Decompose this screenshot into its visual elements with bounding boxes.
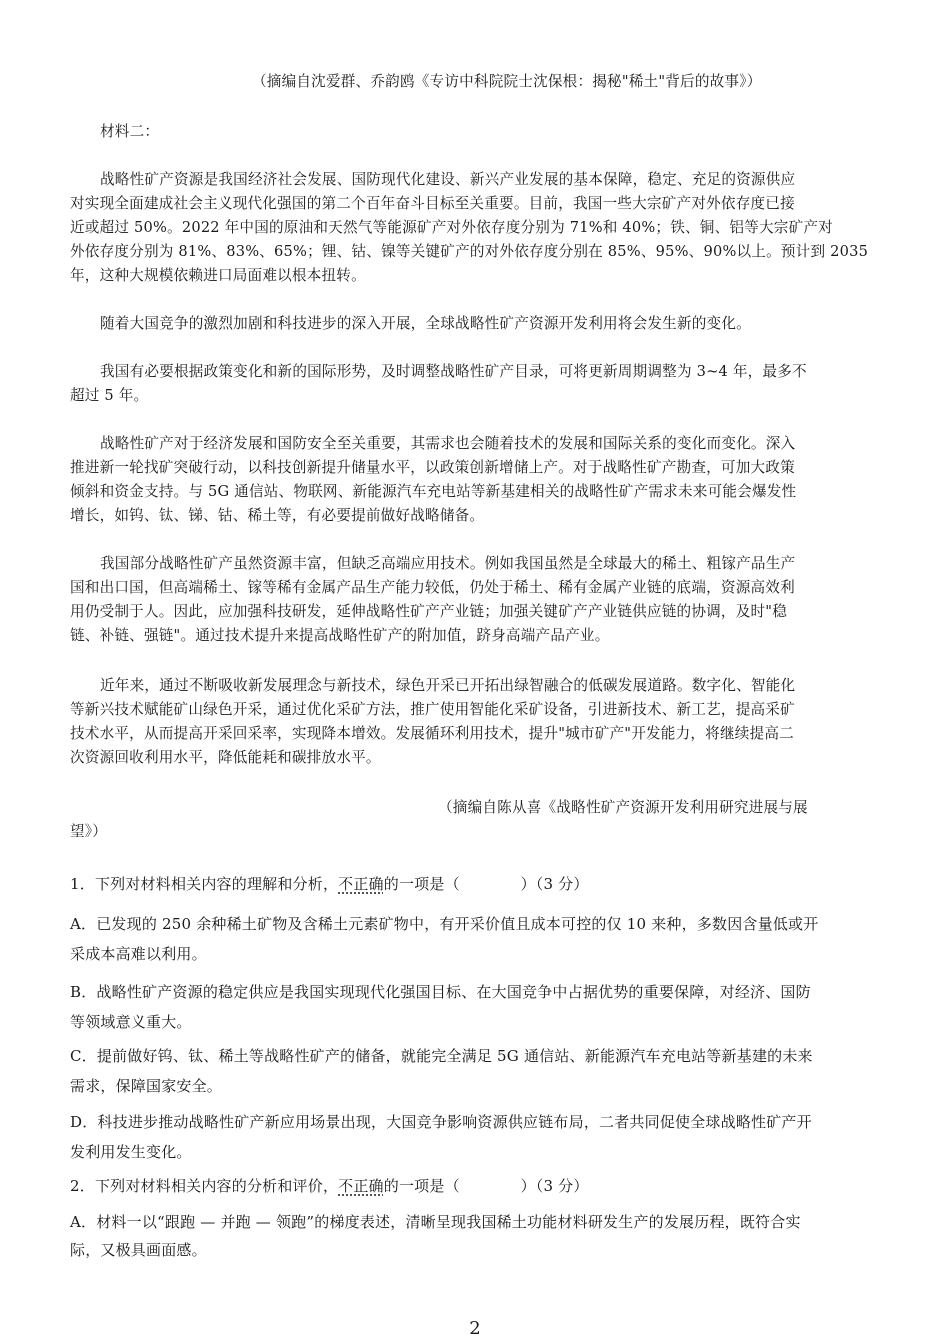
paragraph-6-line-4: 次资源回收利用水平，降低能耗和碳排放水平。 (70, 749, 381, 766)
paragraph-1-line-4: 外依存度分别为 81%、83%、65%；锂、钴、镍等关键矿产的对外依存度分别在 85%、95%、90%以上。预计到 2035 (70, 243, 869, 260)
paragraph-3-line-2: 超过 5 年。 (70, 387, 149, 404)
paragraph-4-line-1: 战略性矿产对于经济发展和国防安全至关重要，其需求也会随着技术的发展和国际关系的变化而变化。深入 (100, 435, 796, 452)
paragraph-1-line-3: 近或超过 50%。2022 年中国的原油和天然气等能源矿产对外依存度分别为 71%和 40%；铁、铜、铝等大宗矿产对 (70, 219, 833, 236)
question-2-stem (70, 1176, 589, 1196)
paragraph-4-line-2: 推进新一轮找矿突破行动，以科技创新提升储量水平，以政策创新增储上产。对于战略性矿产勘查，可加大政策 (70, 459, 795, 476)
question-2-option-a-line-2: 际，又极具画面感。 (70, 1241, 207, 1259)
paragraph-5-line-1: 我国部分战略性矿产虽然资源丰富，但缺乏高端应用技术。例如我国虽然是全球最大的稀土、粗镓产品生产 (100, 555, 796, 572)
question-1-option-b-line-2: 等领域意义重大。 (70, 1013, 192, 1031)
question-2-suffix: 的一项是（ ）（3 分） (383, 1177, 589, 1195)
paragraph-4-line-3: 倾斜和资金支持。与 5G 通信站、物联网、新能源汽车充电站等新基建相关的战略性矿产需求未来可能会爆发性 (70, 483, 797, 500)
paragraph-2-line-1: 随着大国竞争的激烈加剧和科技进步的深入开展，全球战略性矿产资源开发利用将会发生新的变化。 (100, 315, 751, 332)
paragraph-6-line-2: 等新兴技术赋能矿山绿色开采，通过优化采矿方法，推广使用智能化采矿设备，引进新技术、新工艺，提高采矿 (70, 701, 795, 718)
question-1-option-d-line-1: D．科技进步推动战略性矿产新应用场景出现，大国竞争影响资源供应链布局，二者共同促使全球战略性矿产开 (70, 1113, 812, 1131)
question-2-emphasis: 不正确 (338, 1177, 384, 1195)
question-1-option-a-line-2: 采成本高难以利用。 (70, 945, 207, 963)
paragraph-5-line-4: 链、补链、强链"。通过技术提升来提高战略性矿产的附加值，跻身高端产品产业。 (70, 627, 610, 644)
question-1-suffix: 的一项是（ ）（3 分） (383, 875, 589, 893)
paragraph-6-line-1: 近年来，通过不断吸收新发展理念与新技术，绿色开采已开拓出绿智融合的低碳发展道路。数字化、智能化 (100, 677, 796, 694)
source-citation-2-line-1: （摘编自陈从喜《战略性矿产资源开发利用研究进展与展 (438, 799, 808, 816)
paragraph-1-line-5: 年，这种大规模依赖进口局面难以根本扭转。 (70, 267, 366, 284)
paragraph-5-line-2: 国和出口国，但高端稀土、镓等稀有金属产品生产能力较低，仍处于稀土、稀有金属产业链的底端，资源高效利 (70, 579, 795, 596)
material-2-title: 材料二： (100, 123, 160, 140)
paragraph-1-line-2: 对实现全面建成社会主义现代化强国的第二个百年奋斗目标至关重要。目前，我国一些大宗矿产对外依存度已接 (70, 195, 795, 212)
paragraph-3-line-1: 我国有必要根据政策变化和新的国际形势，及时调整战略性矿产目录，可将更新周期调整为 3~4 年，最多不 (100, 363, 807, 380)
source-citation-2-line-2: 望》） (70, 823, 108, 840)
paragraph-1-line-1: 战略性矿产资源是我国经济社会发展、国防现代化建设、新兴产业发展的基本保障，稳定、充足的资源供应 (100, 171, 796, 188)
paragraph-5-line-3: 用仍受制于人。因此，应加强科技研发，延伸战略性矿产产业链；加强关键矿产产业链供应链的协调，及时"稳 (70, 603, 788, 620)
question-2-prefix: 2．下列对材料相关内容的分析和评价， (70, 1177, 339, 1195)
source-citation-1: （摘编自沈爱群、乔韵鸥《专访中科院院士沈保根：揭秘"稀土"背后的故事》） (252, 73, 762, 90)
paragraph-4-line-4: 增长，如钨、钛、锑、钴、稀土等，有必要提前做好战略储备。 (70, 507, 485, 524)
question-2-option-a-line-1: A．材料一以“跟跑 — 并跑 — 领跑”的梯度表述，清晰呈现我国稀土功能材料研发生产的发展历程，既符合实 (70, 1213, 801, 1231)
question-1-emphasis: 不正确 (338, 875, 384, 893)
question-1-option-c-line-1: C．提前做好钨、钛、稀土等战略性矿产的储备，就能完全满足 5G 通信站、新能源汽车充电站等新基建的未来 (70, 1047, 813, 1065)
question-1-option-d-line-2: 发利用发生变化。 (70, 1143, 192, 1161)
paragraph-6-line-3: 技术水平，从而提高开采回采率，实现降本增效。发展循环利用技术，提升"城市矿产"开发能力，将继续提高二 (70, 725, 794, 742)
question-1-option-a-line-1: A．已发现的 250 余种稀土矿物及含稀土元素矿物中，有开采价值且成本可控的仅 10 来种，多数因含量低或开 (70, 915, 819, 933)
question-1-prefix: 1．下列对材料相关内容的理解和分析， (70, 875, 339, 893)
question-1-option-b-line-1: B．战略性矿产资源的稳定供应是我国实现现代化强国目标、在大国竞争中占据优势的重要保障，对经济、国防 (70, 983, 811, 1001)
page-number: 2 (469, 1318, 481, 1339)
question-1-option-c-line-2: 需求，保障国家安全。 (70, 1077, 223, 1095)
question-1-stem (70, 874, 589, 894)
